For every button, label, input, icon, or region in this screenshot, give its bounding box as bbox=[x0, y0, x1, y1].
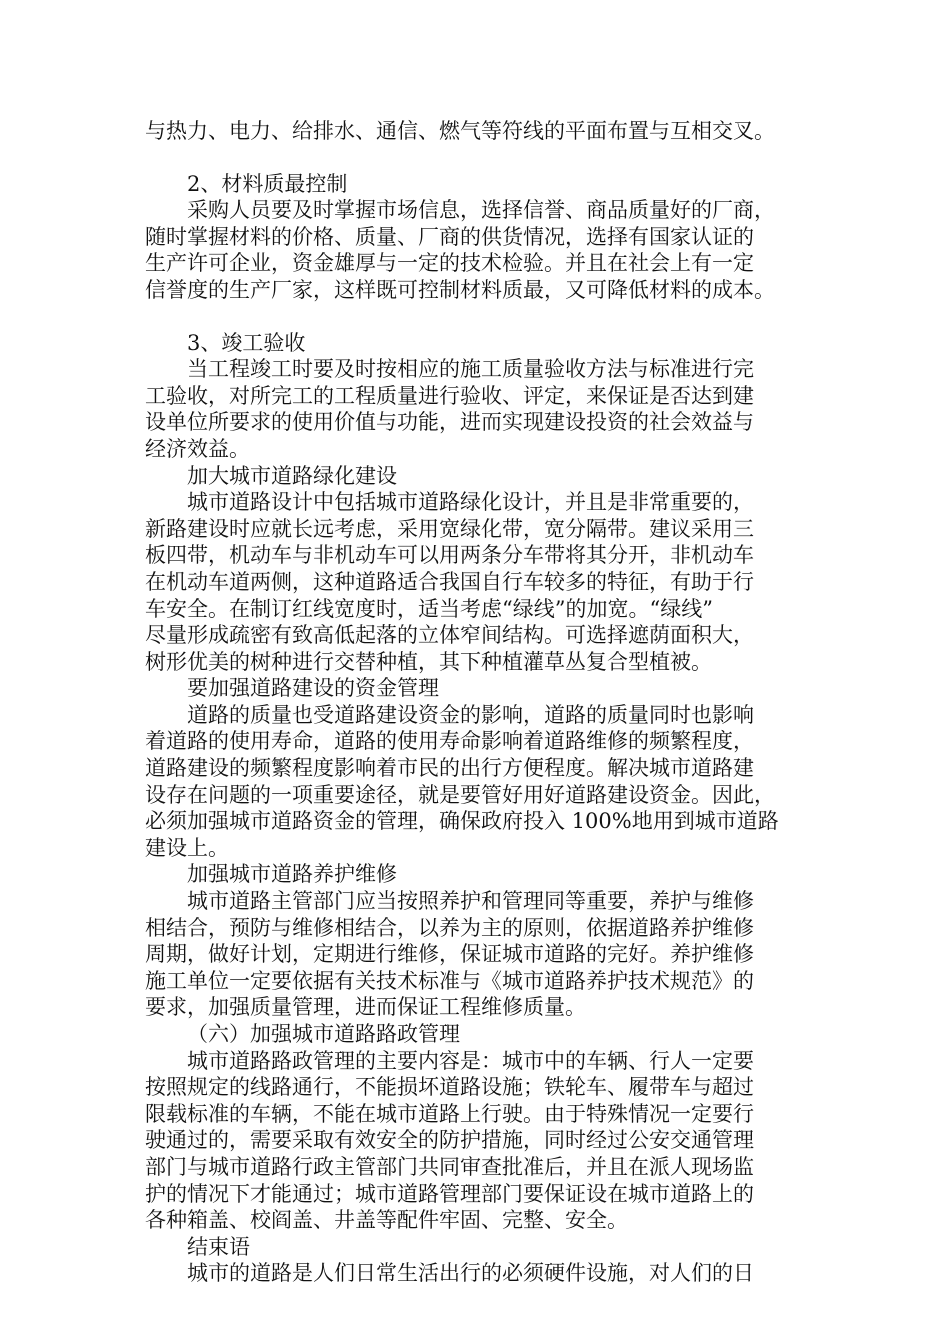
heading-text: 加大城市道路绿化建设 bbox=[187, 463, 397, 488]
paragraph-line: 在机动车道两侧，这种道路适合我国自行车较多的特征，有助于行 bbox=[145, 569, 754, 594]
paragraph-line: 相结合，预防与维修相结合，以养为主的原则，依据道路养护维修 bbox=[145, 915, 754, 940]
paragraph bbox=[145, 1048, 810, 1234]
paragraph-line: 板四带，机动车与非机动车可以用两条分车带将其分开，非机动车 bbox=[145, 543, 754, 568]
paragraph-line: 工验收，对所完工的工程质量进行验收、评定，来保证是否达到建 bbox=[145, 383, 754, 408]
heading-text: （六）加强城市道路路政管理 bbox=[187, 1022, 460, 1046]
paragraph-line: 尽量形成疏密有致高低起落的立体窄间结构。可选择遮荫面积大， bbox=[145, 623, 754, 648]
paragraph-line: 新路建设时应就长远考虑，采用宽绿化带，宽分隔带。建议采用三 bbox=[145, 516, 754, 541]
paragraph-line: 着道路的使用寿命，道路的使用寿命影响着道路维修的频繁程度， bbox=[145, 729, 754, 754]
paragraph-line: 限载标准的车辆，不能在城市道路上行驶。由于特殊情况一定要行 bbox=[145, 1101, 754, 1126]
paragraph bbox=[145, 1260, 810, 1287]
paragraph-line: 树形优美的树种进行交替种植，其下种植灌草丛复合型植被。 bbox=[145, 649, 712, 674]
paragraph-line: 生产许可企业，资金雄厚与一定的技术检验。并且在社会上有一定 bbox=[145, 251, 754, 276]
paragraph-line: 随时掌握材料的价格、质量、厂商的供货情况，选择有国家认证的 bbox=[145, 224, 754, 249]
heading-text: 结束语 bbox=[187, 1234, 250, 1259]
paragraph-line: 各种箱盖、校阎盖、井盖等配件牢固、完整、安全。 bbox=[145, 1208, 628, 1233]
heading-text: 3、竣工验收 bbox=[187, 330, 306, 355]
paragraph-line: 周期，做好计划，定期进行维修，保证城市道路的完好。养护维修 bbox=[145, 942, 754, 967]
paragraph bbox=[145, 197, 810, 303]
paragraph-line: 车安全。在制订红线宽度时，适当考虑“绿线”的加宽。“绿线” bbox=[145, 596, 713, 621]
section-heading bbox=[145, 675, 810, 702]
paragraph-line: 驶通过的，需要采取有效安全的防护措施，同时经过公安交通管理 bbox=[145, 1128, 754, 1153]
paragraph-line: 城市道路主管部门应当按照养护和管理同等重要，养护与维修 bbox=[187, 889, 754, 914]
paragraph bbox=[145, 888, 810, 1021]
section-heading bbox=[145, 861, 810, 888]
document-page bbox=[145, 118, 810, 1287]
paragraph-line: 经济效益。 bbox=[145, 436, 250, 461]
paragraph-line: 设单位所要求的使用价值与功能，进而实现建设投资的社会效益与 bbox=[145, 410, 754, 435]
paragraph bbox=[145, 118, 810, 145]
paragraph-line: 与热力、电力、给排水、通信、燃气等符线的平面布置与互相交叉。 bbox=[145, 119, 775, 143]
paragraph-line: 要求，加强质量管理，进而保证工程维修质量。 bbox=[145, 995, 586, 1020]
section-heading bbox=[145, 330, 810, 357]
paragraph-line: 按照规定的线路通行，不能损坏道路设施；铁轮车、履带车与超过 bbox=[145, 1075, 754, 1100]
paragraph-line: 城市道路路政管理的主要内容是：城市中的车辆、行人一定要 bbox=[187, 1048, 754, 1073]
section-heading bbox=[145, 171, 810, 198]
paragraph-line: 设存在问题的一项重要途径，就是要管好用好道路建设资金。因此， bbox=[145, 782, 775, 807]
paragraph-line: 护的情况下才能通过；城市道路管理部门要保证设在城市道路上的 bbox=[145, 1181, 754, 1206]
section-heading bbox=[145, 1021, 810, 1048]
paragraph bbox=[145, 489, 810, 675]
paragraph bbox=[145, 702, 810, 862]
paragraph-line: 采购人员要及时掌握市场信息，选择信誉、商品质量好的厂商， bbox=[187, 198, 775, 223]
paragraph-line: 城市的道路是人们日常生活出行的必须硬件设施，对人们的日 bbox=[187, 1261, 754, 1286]
section-heading bbox=[145, 1234, 810, 1261]
paragraph-line: 道路建设的频繁程度影响着市民的出行方便程度。解决城市道路建 bbox=[145, 756, 754, 781]
section-heading bbox=[145, 463, 810, 490]
paragraph-line: 城市道路设计中包括城市道路绿化设计，并且是非常重要的， bbox=[187, 490, 754, 515]
paragraph-line: 部门与城市道路行政主管部门共同审查批准后，并且在派人现场监 bbox=[145, 1154, 754, 1179]
paragraph-line: 必须加强城市道路资金的管理，确保政府投入 100%地用到城市道路 bbox=[145, 809, 779, 834]
heading-text: 2、材料质最控制 bbox=[187, 171, 348, 196]
paragraph-line: 施工单位一定要依据有关技术标准与《城市道路养护技术规范》的 bbox=[145, 968, 754, 993]
paragraph bbox=[145, 356, 810, 462]
paragraph-line: 道路的质量也受道路建设资金的影响，道路的质量同时也影响 bbox=[187, 702, 754, 727]
heading-text: 加强城市道路养护维修 bbox=[187, 862, 397, 887]
paragraph-line: 当工程竣工时要及时按相应的施工质量验收方法与标准进行完 bbox=[187, 357, 754, 382]
paragraph-line: 建设上。 bbox=[145, 835, 229, 860]
paragraph-line: 信誉度的生产厂家，这样既可控制材料质最，又可降低材料的成本。 bbox=[145, 277, 775, 302]
heading-text: 要加强道路建设的资金管理 bbox=[187, 676, 439, 701]
